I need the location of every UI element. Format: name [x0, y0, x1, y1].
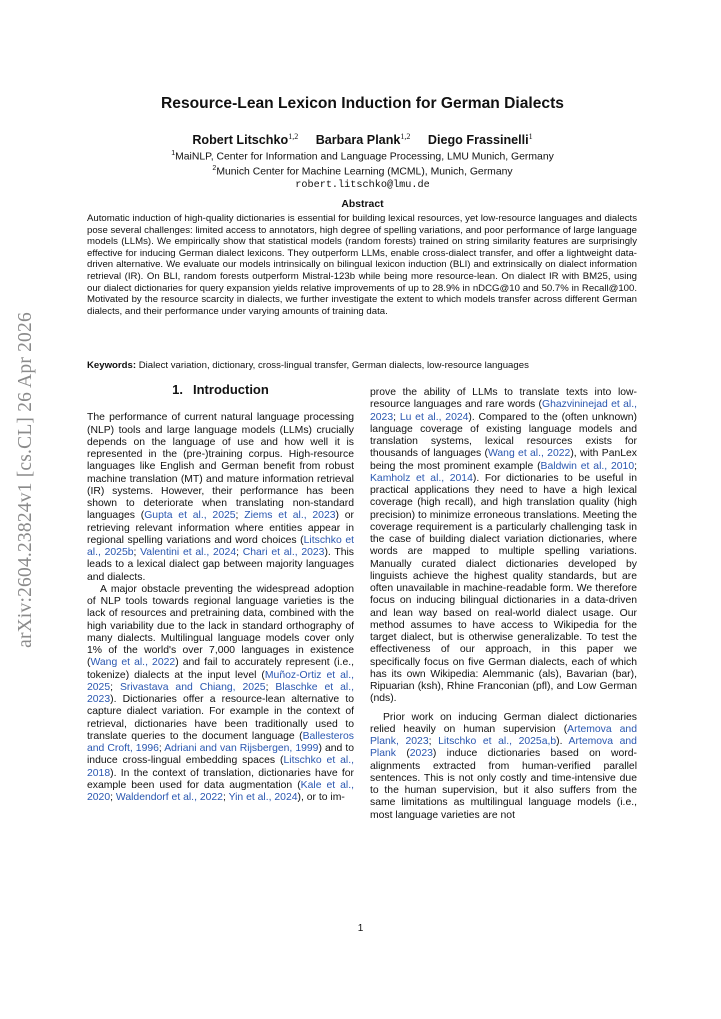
arxiv-stamp-text: arXiv:2604.23824v1 [cs.CL] 26 Apr 2026	[15, 312, 36, 648]
affiliation-1	[90, 150, 635, 162]
paragraph-text: ). Compared to the (often unknown) language coverage of existing language models and translation systems, lexical resources exists for thousands of languages (	[370, 411, 637, 460]
author-3	[428, 133, 533, 147]
citation-link[interactable]: Adriani and van Rijsbergen, 1999	[164, 743, 319, 754]
section-heading	[87, 384, 354, 396]
paragraph-text: ;	[634, 460, 637, 472]
paragraph-text: ;	[236, 547, 243, 558]
page-number: 1	[357, 923, 364, 934]
author-affil-sup: 1,2	[400, 132, 411, 141]
keywords	[87, 360, 637, 371]
paragraph	[370, 387, 637, 706]
paragraph	[87, 584, 354, 805]
citation-link[interactable]: 2023	[409, 748, 433, 760]
citation-link[interactable]: Wang et al., 2022	[487, 448, 571, 460]
citation-link[interactable]: Muñoz-Ortiz et al., 2025	[87, 669, 355, 693]
paragraph-text: ) and to induce cross-lingual embedding spaces (	[87, 743, 354, 767]
citation-link[interactable]: Blaschke et al., 2023	[87, 681, 354, 705]
paragraph-text: ). This leads to a lexical dialect gap between majority languages and dialects.	[87, 547, 354, 583]
paragraph-text: ) or retrieving relevant information where entities appear in regional spelling variations and word choices (	[87, 510, 355, 546]
paragraph-text: ) and fail to accurately represent (i.e., tokenize) dialects at the input level (	[87, 657, 355, 681]
citation-link[interactable]: Lu et al., 2024	[399, 411, 469, 423]
section-number: 1.	[172, 382, 183, 397]
citation-link[interactable]: Ballesteros and Croft, 1996	[87, 730, 354, 754]
paragraph-text: ;	[110, 792, 116, 803]
paragraph-text: ;	[265, 681, 276, 693]
keywords-label: Keywords:	[87, 360, 137, 371]
citation-link[interactable]: Chari et al., 2023	[242, 547, 325, 558]
paragraph-text: prove the ability of LLMs to translate texts into low-resource languages and rare words (	[370, 387, 637, 411]
author-list	[90, 132, 635, 147]
arxiv-stamp	[0, 0, 50, 1019]
citation-link[interactable]: Baldwin et al., 2010	[540, 460, 635, 472]
citation-link[interactable]: Ghazvininejad et al., 2023	[370, 399, 638, 423]
paper-title: Resource-Lean Lexicon Induction for German Dialects	[161, 95, 564, 112]
affiliation-sup: 2	[212, 165, 217, 172]
right-column	[370, 387, 637, 822]
citation-link[interactable]: Srivastava and Chiang, 2025	[119, 681, 266, 693]
author-affil-sup: 1,2	[288, 132, 299, 141]
citation-link[interactable]: Waldendorf et al., 2022	[115, 792, 223, 803]
abstract-heading: Abstract	[341, 199, 384, 210]
citation-link[interactable]: Artemova and Plank, 2023	[370, 723, 637, 747]
author-email[interactable]: robert.litschko@lmu.de	[295, 180, 430, 191]
paragraph-text: ), with PanLex being the most prominent example (	[370, 448, 637, 472]
keywords-text: Dialect variation, dictionary, cross-lingual transfer, German dialects, low-resource languages	[138, 360, 529, 371]
paragraph-text: The performance of current natural language processing (NLP) tools and large language models (LLMs) crucially depends on the language of use and how well it is represented in the (pre-)training corpus. High-resource languages like English and German benefit from robust machine translation (MT) and mature information retrieval (IR) systems. However, their performance has been shown to deteriorate when translating non-standard languages (	[87, 412, 354, 522]
paragraph	[370, 712, 637, 822]
citation-link[interactable]: Kale et al., 2020	[87, 779, 354, 803]
abstract-body: Automatic induction of high-quality dictionaries is essential for building lexical resources, yet low-resource languages and dialects pose several challenges: limited access to annotators, high degree of spelling variations, and poor performance of large language models (LLMs). We empirically show that statistical models (random forests) trained on string similarity features are surprisingly effective for inducing German dialect lexicons. They outperform LLMs, enable cross-dialect transfer, and offer a lightweight data-driven alternative. We evaluate our models intrinsically on bilingual lexicon induction (BLI) and extrinsically on dialect information retrieval (IR). On BLI, random forests outperform Mistral-123b while being more resource-lean. On dialect IR with BM25, using our dialect dictionaries for query expansion yields relative improvements of up to 28.9% in nDCG@10 and 50.7% in Recall@100. Motivated by the resource scarcity in dialects, we further investigate the extent to which models transfer across different German dialects, and their performance under varying amounts of training data.	[87, 213, 637, 317]
paragraph	[87, 412, 354, 584]
paragraph-text: ). Dictionaries offer a resource-lean alternative to capture dialect variation. For example in the context of retrieval, dictionaries have been traditionally used to translate queries to the document language (	[87, 694, 354, 742]
author-name: Barbara Plank	[315, 133, 401, 148]
paragraph-text: ;	[235, 510, 245, 522]
citation-link[interactable]: Litschko et al., 2018	[87, 755, 354, 779]
author-name: Robert Litschko	[192, 133, 289, 148]
paragraph-text: (	[396, 748, 410, 760]
citation-link[interactable]: Gupta et al., 2025	[144, 510, 236, 522]
paragraph-text: Prior work on inducing German dialect dictionaries relied heavily on human supervision (	[370, 711, 637, 735]
author-2	[316, 133, 411, 147]
paragraph-text: ;	[222, 792, 229, 803]
paragraph-text: ). In the context of translation, dictionaries have for example been used for data augmentation (	[87, 767, 354, 791]
author-affil-sup: 1	[528, 132, 533, 141]
affiliation-sup: 1	[171, 150, 176, 157]
author-1	[192, 133, 298, 147]
section-title: Introduction	[193, 382, 269, 397]
paragraph-text: ), or to im-	[297, 792, 345, 803]
affiliation-text: MaiNLP, Center for Information and Language Processing, LMU Munich, Germany	[175, 151, 554, 163]
citation-link[interactable]: Wang et al., 2022	[90, 657, 176, 669]
paragraph-text: ;	[110, 681, 120, 693]
citation-link[interactable]: Yin et al., 2024	[228, 792, 298, 803]
affiliation-text: Munich Center for Machine Learning (MCML), Munich, Germany	[216, 166, 513, 178]
paragraph-text: A major obstacle preventing the widespread adoption of NLP tools towards regional language varieties is the lack of resources and pretraining data, combined with the high variability due to the lack in standard orthography of many dialects. Multilingual language models cover only 1% of the world's over 7,000 languages in existence (	[87, 583, 354, 669]
affiliation-2	[90, 165, 635, 177]
citation-link[interactable]: Litschko et al., 2025a,b	[438, 736, 557, 747]
citation-link[interactable]: Artemova and Plank	[370, 736, 637, 760]
citation-link[interactable]: Kamholz et al., 2014	[370, 472, 473, 484]
citation-link[interactable]: Valentini et al., 2024	[140, 547, 237, 558]
paragraph-text: ). For dictionaries to be useful in practical applications they need to have a high lexical coverage (high recall), and high translation quality (high precision) to minimize erroneous translations. Meeting the coverage requirement is a particularly challenging task in the case of building dialect variation dictionaries, where words are mapped to multiple spelling variations. Manually curated dialect dictionaries developed by linguists achieve the highest quality standards, but are often unavailable in machine-readable form. We therefore focus on inducing bilingual dictionaries in a data-driven and lean way based on real-world dialect usage. Our method assumes to have access to Wikipedia for the target dialect, but is otherwise generalizable. To test the effectiveness of our approach, in this paper we specifically focus on five German dialects, each of which has its own Wikipedia: Alemmanic (als), Bavarian (bar), Ripuarian (ksh), Rhine Franconian (pfl), and Low German (nds).	[370, 472, 637, 705]
paragraph-text: ;	[428, 736, 439, 747]
paragraph-text: ;	[133, 547, 141, 558]
citation-link[interactable]: Ziems et al., 2023	[244, 510, 336, 522]
citation-link[interactable]: Litschko et al., 2025b	[87, 534, 355, 558]
author-name: Diego Frassinelli	[427, 133, 529, 148]
paragraph-text: ).	[556, 736, 569, 747]
paragraph-text: ) induce dictionaries based on word-alignments extracted from human-verified parallel sentences. This is not only costly and time-intensive due to the human supervision, but it also suffers from the same limitations as multilingual language models (i.e., most language varieties are not	[370, 748, 637, 821]
paragraph-text: ;	[393, 411, 400, 423]
paragraph-text: ;	[158, 743, 165, 754]
left-column	[87, 384, 354, 804]
